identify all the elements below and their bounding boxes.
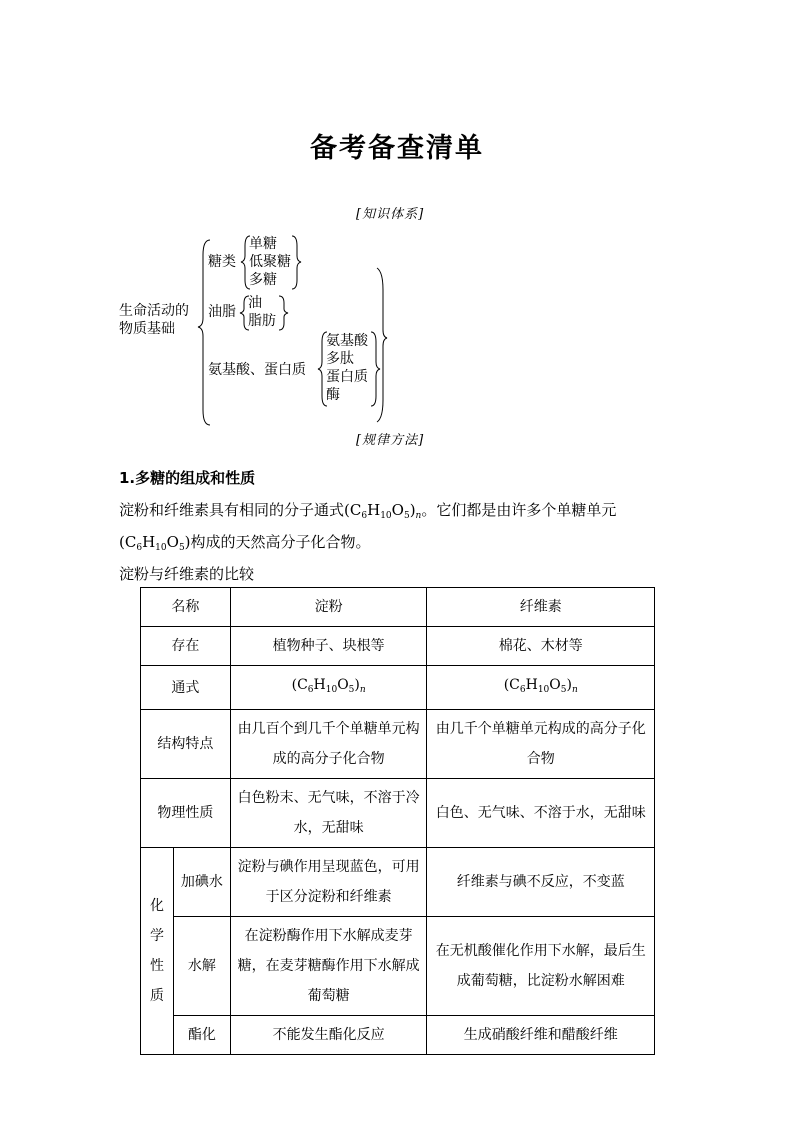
tree-root-label-line1: 生命活动的 bbox=[119, 303, 189, 319]
table-cell: 植物种子、块根等 bbox=[230, 627, 427, 666]
tree-fat-item: 油 bbox=[248, 295, 262, 311]
paragraph-text: 。它们都是由许多个单糖单元 bbox=[421, 501, 617, 519]
tree-branch-sugar-label: 糖类 bbox=[208, 254, 236, 270]
table-cell: 在淀粉酶作用下水解成麦芽糖，在麦芽糖酶作用下水解成葡萄糖 bbox=[230, 917, 427, 1016]
method-tag: [规律方法] bbox=[356, 433, 425, 448]
paragraph-line-1 bbox=[119, 499, 616, 521]
table-cell: 在无机酸催化作用下水解，最后生成葡萄糖，比淀粉水解困难 bbox=[427, 917, 655, 1016]
tree-protein-item: 酶 bbox=[326, 387, 340, 403]
table-cell-formula: $(C_6H_{10}O_5)_n$ bbox=[230, 666, 427, 710]
table-cell: 淀粉与碘作用呈现蓝色，可用于区分淀粉和纤维素 bbox=[230, 848, 427, 917]
page-title: 备考备查清单 bbox=[310, 133, 484, 164]
table-cell: 不能发生酯化反应 bbox=[230, 1016, 427, 1055]
table-header-cell: 纤维素 bbox=[427, 588, 655, 627]
table-cell: 棉花、木材等 bbox=[427, 627, 655, 666]
table-row bbox=[141, 779, 655, 848]
tree-root-label-line2: 物质基础 bbox=[119, 321, 175, 337]
table-group-label-chemical: 化 学 性 质 bbox=[141, 848, 174, 1055]
table-row bbox=[141, 917, 655, 1016]
fat-right-brace bbox=[279, 296, 288, 330]
table-cell: 白色、无气味、不溶于水，无甜味 bbox=[427, 779, 655, 848]
table-row bbox=[141, 627, 655, 666]
table-cell: 白色粉末、无气味，不溶于冷水，无甜味 bbox=[230, 779, 427, 848]
table-caption: 淀粉与纤维素的比较 bbox=[119, 565, 255, 583]
tree-sugar-item: 多糖 bbox=[249, 272, 277, 288]
paragraph-line-2 bbox=[119, 531, 371, 553]
table-header-row bbox=[141, 588, 655, 627]
table-row-label: 结构特点 bbox=[141, 710, 231, 779]
tree-protein-item: 氨基酸 bbox=[326, 333, 368, 349]
table-cell: 由几千个单糖单元构成的高分子化合物 bbox=[427, 710, 655, 779]
comparison-table bbox=[140, 587, 655, 1055]
table-row-label: 酯化 bbox=[173, 1016, 230, 1055]
table-header-cell: 名称 bbox=[141, 588, 231, 627]
paragraph-text: 构成的天然高分子化合物。 bbox=[190, 533, 371, 551]
tree-sugar-item: 单糖 bbox=[249, 236, 277, 252]
table-cell: 由几百个到几千个单糖单元构成的高分子化合物 bbox=[230, 710, 427, 779]
table-row-label: 通式 bbox=[141, 666, 231, 710]
tree-fat-item: 脂肪 bbox=[248, 313, 276, 329]
tree-branch-protein-label: 氨基酸、蛋白质 bbox=[208, 362, 306, 378]
sugar-right-brace bbox=[292, 236, 301, 289]
paragraph-text: 淀粉和纤维素具有相同的分子通式 bbox=[119, 501, 345, 519]
section-heading: 1.多糖的组成和性质 bbox=[119, 469, 256, 487]
tree-protein-item: 蛋白质 bbox=[326, 369, 368, 385]
tree-protein-item: 多肽 bbox=[326, 351, 354, 367]
table-row bbox=[141, 1016, 655, 1055]
table-cell: 纤维素与碘不反应，不变蓝 bbox=[427, 848, 655, 917]
protein-right-brace bbox=[371, 332, 380, 406]
table-row bbox=[141, 666, 655, 710]
table-row-label: 物理性质 bbox=[141, 779, 231, 848]
table-row-label: 水解 bbox=[173, 917, 230, 1016]
table-row bbox=[141, 710, 655, 779]
table-cell: 生成硝酸纤维和醋酸纤维 bbox=[427, 1016, 655, 1055]
formula: $(C_6H_{10}O_5)$ bbox=[119, 533, 191, 553]
knowledge-system-tag: [知识体系] bbox=[356, 207, 425, 222]
tree-branch-fat-label: 油脂 bbox=[208, 304, 236, 320]
tree-braces bbox=[0, 0, 794, 460]
table-row-label: 存在 bbox=[141, 627, 231, 666]
main-right-brace bbox=[377, 268, 387, 422]
table-cell-formula: $(C_6H_{10}O_5)_n$ bbox=[427, 666, 655, 710]
table-row-label: 加碘水 bbox=[173, 848, 230, 917]
tree-sugar-item: 低聚糖 bbox=[249, 254, 291, 270]
table-row bbox=[141, 848, 655, 917]
formula: $(C_6H_{10}O_5)_n$ bbox=[344, 501, 422, 521]
table-header-cell: 淀粉 bbox=[230, 588, 427, 627]
